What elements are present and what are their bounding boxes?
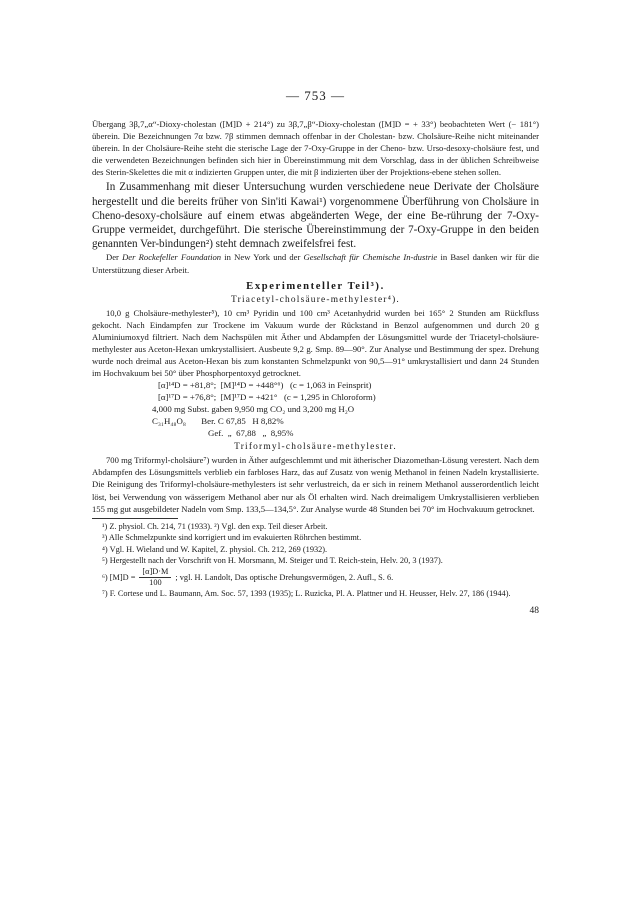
paragraph-triacetyl-procedure: 10,0 g Cholsäure-methylester⁵), 10 cm³ Pyridin und 100 cm³ Acetanhydrid wurden bei 165° 2 Stunden am Rückfluss gekocht. Nach Eindampfen zur Trockene im Vakuum wurde der Rückstand in Benzol aufgenommen und durch 20 g Aluminiumoxyd filtriert. Nach dem Nachspülen mit Äther und Abdampfen der Lösungsmittel wurde der Triacetyl-cholsäure-methylester aus Aceton-Hexan umkrystallisiert. Ausbeute 9,2 g. Smp. 89—90°. Zur Analyse und Bestimmung der spez. Drehung wurde noch dreimal aus Aceton-Hexan bis zum konstanten Schmelzpunkt von 90,5—91° umkrystallisiert und dann 24 Stunden im Hochvakuum bei 50° über Phosphorpentoxyd getrocknet. xyxy=(92,307,539,379)
footnote-1-2: ¹) Z. physiol. Ch. 214, 71 (1933). ²) Vgl. den exp. Teil dieser Arbeit. xyxy=(102,521,328,531)
signature-mark: 48 xyxy=(529,605,539,616)
calculated-values: C₃₁H₄₈O₈ Ber. C 67,85 H 8,82% xyxy=(152,416,284,427)
analysis-line: 4,000 mg Subst. gaben 9,950 mg CO₂ und 3,200 mg H₂O xyxy=(152,404,355,415)
footnote-divider xyxy=(92,518,178,519)
journal-page xyxy=(92,88,540,616)
foundation-name: Der Rockefeller Foundation xyxy=(122,252,222,263)
fraction: $\frac{[\alpha]D\cdot M}{100}$ xyxy=(139,567,171,588)
paragraph-acknowledgement: Der Der Rockefeller Foundation in New York und der Gesellschaft für Chemische In-dustrie in Basel danken wir für die Unterstützung dieser Arbeit. xyxy=(92,252,540,275)
footnote-6: ⁶) [M]D = $\frac{[\alpha]D\cdot M}{100}$ ; vgl. H. Landolt, Das optische Drehungsvermögen, 2. Aufl., S. 6. xyxy=(102,567,394,588)
paragraph-triformyl-procedure: 700 mg Triformyl-cholsäure⁷) wurden in Äther aufgeschlemmt und mit ätherischer Diazomethan-Lösung verestert. Nach dem Abdampfen des Lösungsmittels verblieb ein farbloses Harz, das auf Zusatz von wenig Methanol in feinen Nadeln krystallisierte. Die Reinigung des Triformyl-cholsäure-methylesters ist sehr verlustreich, da er sich in reinem Methanol ausserordentlich leicht löst, bei Verwendung von wässerigem Methanol aber nur als Öl erhalten wird. Nach dreimaligem Umkrystallisieren verblieben 155 mg gut ausgebildeter Nadeln vom Smp. 133,5—134,5°. Zur Analyse wurde 48 Stunden bei 70° im Hochvakuum getrocknet. xyxy=(92,455,539,514)
paragraph-derivatives: In Zusammenhang mit dieser Untersuchung wurden verschiedene neue Derivate der Cholsäure hergestellt und die bereits früher von Sin'iti Kawai¹) vorgenommene Überführung von Cholsäure in Cheno-desoxy-cholsäure auf einem etwas abgeänderten Wege, der eine Be-rührung der 7-Oxy-Gruppe vermeidet, durchgeführt. Die sterische Übereinstimmung der 7-Oxy-Gruppe in den beiden genannten Ver-bindungen²) steht demnach zweifelsfrei fest. xyxy=(92,181,539,251)
paragraph-cholestan-comparison: Übergang 3β,7„α“-Dioxy-cholestan ([M]D + 214°) zu 3β,7„β“-Dioxy-cholestan ([M]D = + 33°) beobachteten Wert (− 181°) überein. Die Bezeichnungen 7α bzw. 7β stimmen demnach offenbar in der Cholestan- bzw. Cholsäure-Reihe nicht miteinander überein. In der Cholsäure-Reihe steht die sterische Lage der 7-Oxy-Gruppe in der Cheno- bzw. Urso-desoxy-cholsäure fest, und die verwendeten Bezeichnungen befinden sich hier in Übereinstimmung mit dem Vorschlag, dass in der üblichen Schreibweise des Sterin-Skelettes die mit α indizierten Gruppen unter, die mit β indizierten über der Projektions-ebene stehen sollen. xyxy=(92,119,539,178)
footnote-4: ⁴) Vgl. H. Wieland und W. Kapitel, Z. physiol. Ch. 212, 269 (1932). xyxy=(102,544,328,554)
rotation-formula-1: [α]¹⁴D = +81,8°; [M]¹⁴D = +448°⁶) (c = 1,063 in Feinsprit) xyxy=(158,380,372,391)
company-name: Gesellschaft für Chemische In-dustrie xyxy=(303,252,438,263)
footnote-3: ³) Alle Schmelzpunkte sind korrigiert und im evakuierten Röhrchen bestimmt. xyxy=(102,533,362,543)
page-number: — 753 — xyxy=(286,88,345,103)
footnote-5: ⁵) Hergestellt nach der Vorschrift von H. Morsmann, M. Steiger und T. Reich-stein, Helv. 20, 3 (1937). xyxy=(102,556,443,566)
rotation-formula-2: [α]¹⁷D = +76,8°; [M]¹⁷D = +421° (c = 1,295 in Chloroform) xyxy=(158,392,376,403)
found-values: Gef. „ 67,88 „ 8,95% xyxy=(208,428,294,439)
section-heading-experimental: Experimenteller Teil³). xyxy=(246,280,385,292)
subheading-triacetyl: Triacetyl-cholsäure-methylester⁴). xyxy=(231,294,400,305)
footnote-7: ⁷) F. Cortese und L. Baumann, Am. Soc. 57, 1393 (1935); L. Ruzicka, Pl. A. Plattner und H. Heusser, Helv. 27, 186 (1944). xyxy=(102,589,511,599)
subheading-triformyl: Triformyl-cholsäure-methylester. xyxy=(234,442,397,453)
